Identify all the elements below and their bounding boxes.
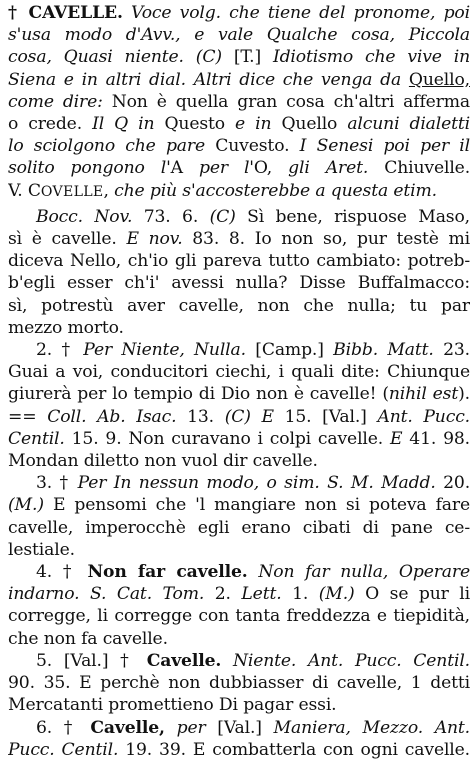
text-segment: sì è cavelle. [8,229,127,250]
text-line [8,91,470,113]
text-segment: 6. † [36,717,91,738]
text-segment: Sì bene, rispuose Maso, [235,206,470,227]
italic-text: I Senesi poi per il [299,136,470,157]
text-line [8,472,470,494]
text-segment [165,718,177,738]
italic-text: (M.) [8,495,44,516]
text-segment: corregge, li corregge con tanta freddezza e tiepidità, [8,606,470,627]
text-segment: lestiale. [8,539,75,560]
italic-text: come dire: [8,91,103,112]
italic-text: Idiotismo che vive in [272,47,470,68]
italic-text: (C) [224,406,251,427]
text-segment: Cuvesto. [205,136,300,157]
text-line [8,561,470,583]
italic-text: (M.) [318,584,355,605]
text-segment: Quello [271,114,348,135]
text-line [8,739,470,761]
italic-text: Lett. [241,584,282,605]
italic-text: alcuni dialetti [347,114,470,135]
italic-text: che più s'accosterebbe a questa etim. [114,180,437,201]
text-segment: b'egli esser ch'i' avessi nulla? Disse Buffalmacco: [8,273,470,294]
italic-text: Per Niente, Nulla. [83,340,246,361]
text-line [8,69,470,91]
text-line [8,428,470,450]
text-line [8,383,470,405]
text-segment: 4. † [36,562,88,583]
headword: † CAVELLE. [8,3,123,23]
italic-text: Il Q in [92,114,155,135]
text-segment: giurerà per lo tempio di Dio non è cavelle! ( [8,384,389,405]
text-segment: 73. 6. [132,206,210,227]
text-line [8,605,470,627]
text-line [8,135,470,157]
italic-text: Siena e in altri dial. Altri dice che venga da [8,69,409,90]
text-segment: Mondan diletto non vuol dir cavelle. [8,451,318,472]
text-line [8,180,470,203]
italic-text: E [390,428,403,449]
text-line [8,494,470,516]
text-segment: 15. [Val.] [273,406,378,427]
text-segment: Quello, [408,69,470,90]
text-segment: 3. † [36,473,78,494]
text-segment: 20. [435,473,470,494]
italic-text: Niente. Ant. Pucc. Centil. [232,650,470,671]
text-segment: Guai a voi, conducitori ciechi, i quali dite: Chiunque [8,362,470,383]
italic-text: Pucc. Centil. [8,739,119,760]
text-segment [184,47,196,67]
text-segment: 15. 9. Non curavano i colpi cavelle. [64,428,390,449]
text-segment: 2. [204,584,242,605]
text-line [8,628,470,650]
text-segment: OVELLE [40,183,104,200]
text-segment: , [103,180,115,201]
italic-text: Per In nessun modo, o sim. S. M. Madd. [77,473,436,494]
italic-text: per [176,717,206,738]
italic-text: lo sciolgono che pare [8,136,205,157]
text-segment: O, [253,158,289,179]
text-line [8,2,470,24]
italic-text: gli Aret. [288,158,369,179]
italic-text: cosa, Quasi niente. [8,47,184,68]
text-segment: [T.] [221,47,273,68]
text-line [8,450,470,472]
italic-text: Centil. [8,428,65,449]
text-line [8,694,470,716]
text-segment: 5. [Val.] † [36,650,147,671]
text-segment: 1. [281,584,319,605]
text-segment: 83. 8. Io non so, pur testè mi [182,229,470,250]
text-line [8,317,470,339]
text-line [8,517,470,539]
italic-text: solito pongono l' [8,158,171,179]
italic-text: Non far nulla, Operare [258,562,470,583]
text-segment [221,651,233,671]
text-line [8,250,470,272]
text-segment: Chiuvelle. [368,158,470,179]
text-line [8,406,470,428]
text-line [8,295,470,317]
italic-text: Voce volg. che tiene del pronome, poi [131,3,470,23]
text-segment: V. C [8,180,41,201]
italic-text: nihil est [388,384,459,405]
text-segment: 19. 39. E combatterla con ogni cavelle. [118,739,470,760]
text-segment: che non fa cavelle. [8,628,168,649]
text-segment: mezzo morto. [8,317,124,338]
italic-text: E nov. [126,229,183,250]
text-line [8,361,470,383]
italic-text: Coll. Ab. Isac. [47,406,177,427]
headword: Cavelle, [90,717,165,738]
text-segment: cavelle, imperocchè egli erano cibati di pane ce- [8,517,470,538]
text-segment: 13. [176,406,225,427]
text-segment: sì, potrestù aver cavelle, non che nulla; tu par [8,295,470,316]
text-line [8,157,470,179]
text-segment: 2. † [36,340,84,361]
text-segment: 41. 98. [402,428,470,449]
italic-text: s'usa modo d'Avv., e vale Qualche cosa, Piccola [8,25,470,46]
headword: Non far cavelle. [87,562,248,583]
text-segment: == [8,406,48,427]
text-segment: o crede. [8,114,93,135]
text-line [8,113,470,135]
text-line [8,672,470,694]
headword: Cavelle. [146,650,222,671]
text-line [8,717,470,739]
text-segment: [Camp.] [245,340,334,361]
text-line [8,650,470,672]
italic-text: e in [235,114,272,135]
text-segment [248,562,259,582]
text-segment: A [170,158,199,179]
text-line [8,24,470,46]
italic-text: Ant. Pucc. [377,406,470,427]
italic-text: Bibb. Matt. [333,340,434,361]
text-line [8,583,470,605]
italic-text: (C) [195,47,222,68]
italic-text: E [261,406,274,427]
italic-text: Maniera, Mezzo. Ant. [273,717,470,738]
text-line [8,206,470,228]
text-segment [123,3,131,23]
text-line [8,228,470,250]
text-segment: O se pur li [354,584,470,605]
italic-text: indarno. S. Cat. Tom. [8,584,205,605]
text-line [8,272,470,294]
text-segment: E pensomi che 'l mangiare non si poteva fare [43,495,470,516]
italic-text: (C) [209,206,236,227]
text-segment: 23. [433,340,470,361]
italic-text: Bocc. Nov. [36,206,133,227]
italic-text: per l' [198,158,254,179]
text-line [8,339,470,361]
text-segment [251,407,262,427]
text-segment: Non è quella gran cosa ch'altri afferma [102,91,470,112]
text-segment: Questo [154,114,236,135]
text-line [8,46,470,68]
text-segment: [Val.] [205,717,274,738]
text-segment: Mercatanti promettieno Di pagar essi. [8,695,337,716]
text-line [8,539,470,561]
text-segment: diceva Nello, ch'io gli pareva tutto cambiato: potreb- [8,251,470,272]
text-segment: 90. 35. E perchè non dubbiasser di cavelle, 1 detti [8,673,470,694]
text-segment: ). [458,384,470,405]
